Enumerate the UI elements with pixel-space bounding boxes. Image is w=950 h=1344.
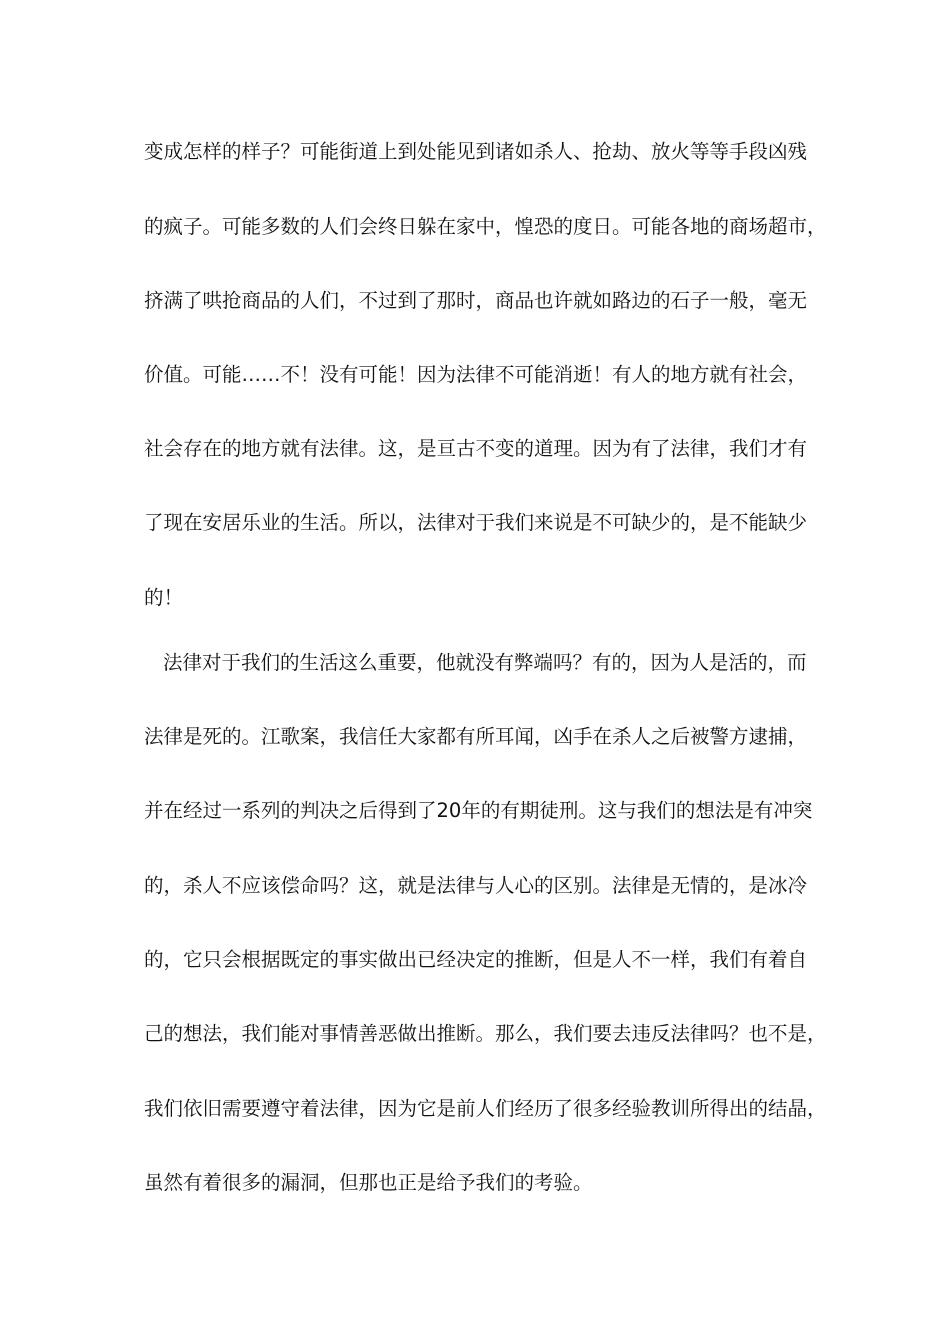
text-line: 的疯子。可能多数的人们会终日躲在家中，惶恐的度日。可能各地的商场超市，: [144, 215, 827, 238]
text-line: 挤满了哄抢商品的人们，不过到了那时，商品也许就如路边的石子一般，毫无: [144, 289, 808, 312]
text-line: 虽然有着很多的漏洞，但那也正是给予我们的考验。: [144, 1171, 593, 1194]
paragraph-first-line: 法律对于我们的生活这么重要，他就没有弊端吗？有的，因为人是活的，而: [163, 651, 807, 674]
text-line: 的！: [144, 586, 184, 609]
text-line: 并在经过一系列的判决之后得到了20年的有期徒刑。这与我们的想法是有冲突: [144, 799, 813, 822]
text-line: 我们依旧需要遵守着法律，因为它是前人们经历了很多经验教训所得出的结晶，: [144, 1097, 827, 1120]
text-line: 的，杀人不应该偿命吗？这，就是法律与人心的区别。法律是无情的，是冰冷: [144, 874, 808, 897]
text-line: 变成怎样的样子？可能街道上到处能见到诸如杀人、抢劫、放火等等手段凶残: [144, 140, 808, 163]
text-line: 己的想法，我们能对事情善恶做出推断。那么，我们要去违反法律吗？也不是，: [144, 1022, 827, 1045]
text-line: 的，它只会根据既定的事实做出已经决定的推断，但是人不一样，我们有着自: [144, 948, 808, 971]
text-line: 法律是死的。江歌案，我信任大家都有所耳闻，凶手在杀人之后被警方逮捕，: [144, 725, 808, 748]
text-line: 了现在安居乐业的生活。所以，法律对于我们来说是不可缺少的，是不能缺少: [144, 511, 808, 534]
text-line: 价值。可能……不！没有可能！因为法律不可能消逝！有人的地方就有社会，: [144, 363, 808, 386]
text-line: 社会存在的地方就有法律。这，是亘古不变的道理。因为有了法律，我们才有: [144, 437, 808, 460]
